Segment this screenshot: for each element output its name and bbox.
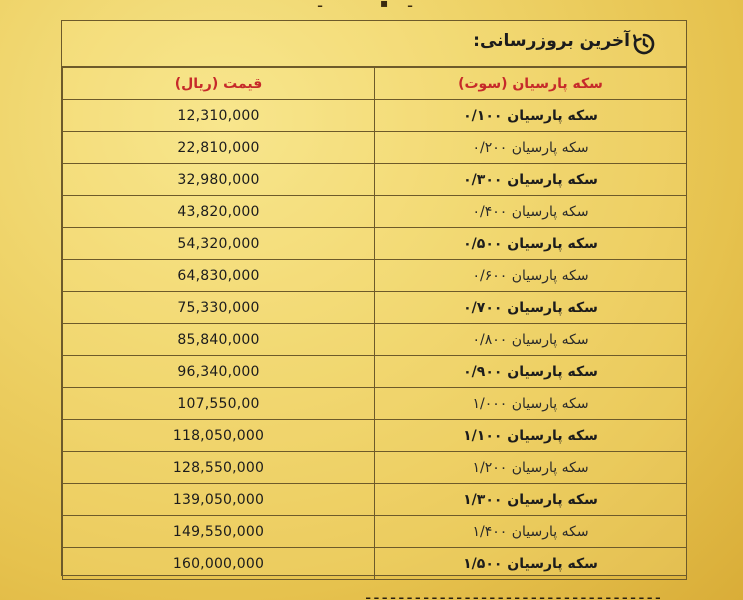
coin-name-cell: سکه پارسیان ۰/۵۰۰ <box>375 228 687 260</box>
top-cropped-strip <box>0 0 743 14</box>
coin-name-cell: سکه پارسیان ۰/۱۰۰ <box>375 100 687 132</box>
coin-name-cell: سکه پارسیان ۱/۱۰۰ <box>375 420 687 452</box>
bottom-cropped-text: ـ ـ ـ ـ ـ ـ ـ ـ ـ ـ ـ ـ ـ ـ ـ ـ ـ ـ ـ ـ ـ ـ ـ ـ ـ ـ ـ ـ ـ ـ ـ ـ ـ ـ ـ ـ <box>366 588 660 600</box>
price-cell: 107,550,00 <box>63 388 375 420</box>
last-update-row <box>62 21 686 67</box>
table-row <box>63 548 687 580</box>
price-cell: 12,310,000 <box>63 100 375 132</box>
price-cell: 64,830,000 <box>63 260 375 292</box>
cropped-glyph: ـ <box>318 0 323 10</box>
table-row <box>63 164 687 196</box>
coin-name-cell: سکه پارسیان ۰/۸۰۰ <box>375 324 687 356</box>
coin-name-cell: سکه پارسیان ۰/۷۰۰ <box>375 292 687 324</box>
price-cell: 149,550,000 <box>63 516 375 548</box>
table-row <box>63 132 687 164</box>
coin-name-cell: سکه پارسیان ۰/۶۰۰ <box>375 260 687 292</box>
coin-name-cell: سکه پارسیان ۱/۴۰۰ <box>375 516 687 548</box>
table-row <box>63 420 687 452</box>
price-cell: 160,000,000 <box>63 548 375 580</box>
price-panel <box>61 20 687 576</box>
price-cell: 54,320,000 <box>63 228 375 260</box>
name-column-header: سکه پارسیان (سوت) <box>375 68 687 100</box>
price-cell: 22,810,000 <box>63 132 375 164</box>
cropped-glyph: ▪ <box>380 0 389 10</box>
table-header-row <box>63 68 687 100</box>
coin-name-cell: سکه پارسیان ۰/۳۰۰ <box>375 164 687 196</box>
table-row <box>63 452 687 484</box>
table-row <box>63 196 687 228</box>
price-cell: 118,050,000 <box>63 420 375 452</box>
table-row <box>63 260 687 292</box>
price-table <box>62 67 687 580</box>
price-cell: 96,340,000 <box>63 356 375 388</box>
coin-name-cell: سکه پارسیان ۰/۲۰۰ <box>375 132 687 164</box>
price-cell: 32,980,000 <box>63 164 375 196</box>
coin-name-cell: سکه پارسیان ۰/۹۰۰ <box>375 356 687 388</box>
clock-refresh-icon <box>632 32 656 56</box>
coin-name-cell: سکه پارسیان ۰/۴۰۰ <box>375 196 687 228</box>
table-row <box>63 516 687 548</box>
table-row <box>63 100 687 132</box>
price-cell: 85,840,000 <box>63 324 375 356</box>
table-row <box>63 292 687 324</box>
price-cell: 75,330,000 <box>63 292 375 324</box>
cropped-glyph: ـ <box>408 0 413 10</box>
price-cell: 128,550,000 <box>63 452 375 484</box>
last-update-label: آخرین بروزرسانی: <box>473 31 630 51</box>
price-cell: 139,050,000 <box>63 484 375 516</box>
table-row <box>63 388 687 420</box>
price-cell: 43,820,000 <box>63 196 375 228</box>
coin-name-cell: سکه پارسیان ۱/۲۰۰ <box>375 452 687 484</box>
table-row <box>63 356 687 388</box>
coin-name-cell: سکه پارسیان ۱/۰۰۰ <box>375 388 687 420</box>
coin-name-cell: سکه پارسیان ۱/۵۰۰ <box>375 548 687 580</box>
table-row <box>63 484 687 516</box>
coin-name-cell: سکه پارسیان ۱/۳۰۰ <box>375 484 687 516</box>
table-row <box>63 324 687 356</box>
table-row <box>63 228 687 260</box>
price-column-header: قیمت (ریال) <box>63 68 375 100</box>
